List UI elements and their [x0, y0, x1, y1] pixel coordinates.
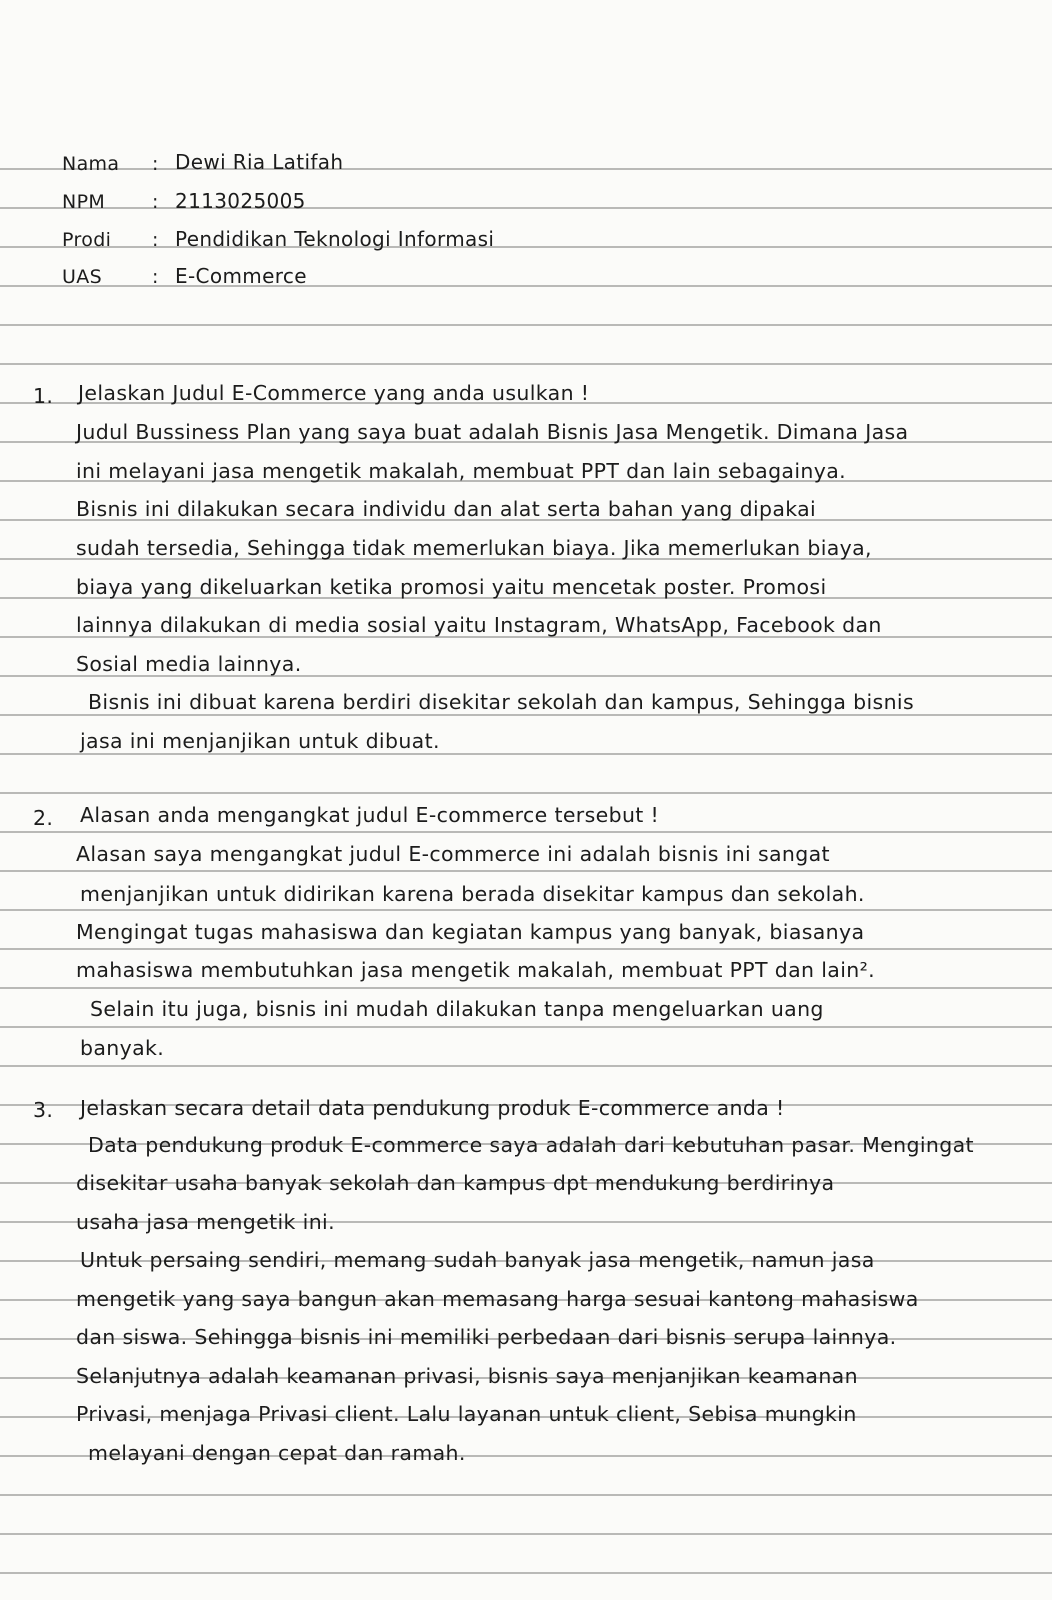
answer-line: Alasan saya mengangkat judul E-commerce ini adalah bisnis ini sangat — [76, 842, 830, 866]
npm-label: NPM — [62, 191, 106, 213]
question-number: 3. — [33, 1098, 54, 1122]
answer-line: melayani dengan cepat dan ramah. — [88, 1441, 466, 1465]
question-text: Alasan anda mengangkat judul E-commerce tersebut ! — [80, 803, 660, 827]
answer-line: lainnya dilakukan di media sosial yaitu Instagram, WhatsApp, Facebook dan — [76, 613, 882, 637]
question-text: Jelaskan Judul E-Commerce yang anda usulkan ! — [78, 381, 590, 405]
name-label: Nama — [62, 153, 120, 175]
uas-value: E-Commerce — [175, 264, 307, 288]
answer-line: disekitar usaha banyak sekolah dan kampus dpt mendukung berdirinya — [76, 1171, 835, 1195]
answer-line: biaya yang dikeluarkan ketika promosi yaitu mencetak poster. Promosi — [76, 575, 827, 599]
answer-line: Selanjutnya adalah keamanan privasi, bisnis saya menjanjikan keamanan — [76, 1364, 858, 1388]
answer-line: Privasi, menjaga Privasi client. Lalu layanan untuk client, Sebisa mungkin — [76, 1402, 857, 1426]
prodi-label: Prodi — [62, 229, 112, 251]
answer-line: jasa ini menjanjikan untuk dibuat. — [80, 729, 440, 753]
answer-line: Untuk persaing sendiri, memang sudah banyak jasa mengetik, namun jasa — [80, 1248, 875, 1272]
npm-value: 2113025005 — [175, 189, 306, 213]
answer-line: sudah tersedia, Sehingga tidak memerlukan biaya. Jika memerlukan biaya, — [76, 536, 872, 560]
question-number: 1. — [33, 384, 54, 408]
answer-line: Judul Bussiness Plan yang saya buat adalah Bisnis Jasa Mengetik. Dimana Jasa — [76, 420, 909, 444]
prodi-value: Pendidikan Teknologi Informasi — [175, 227, 495, 251]
answer-line: Mengingat tugas mahasiswa dan kegiatan kampus yang banyak, biasanya — [76, 920, 865, 944]
answer-line: menjanjikan untuk didirikan karena berada disekitar kampus dan sekolah. — [80, 882, 865, 906]
answer-line: usaha jasa mengetik ini. — [76, 1210, 335, 1234]
answer-line: Bisnis ini dilakukan secara individu dan alat serta bahan yang dipakai — [76, 497, 817, 521]
answer-line: dan siswa. Sehingga bisnis ini memiliki perbedaan dari bisnis serupa lainnya. — [76, 1325, 897, 1349]
uas-separator: : — [152, 266, 159, 288]
uas-label: UAS — [62, 266, 103, 288]
question-text: Jelaskan secara detail data pendukung produk E-commerce anda ! — [80, 1096, 785, 1120]
answer-line: Data pendukung produk E-commerce saya adalah dari kebutuhan pasar. Mengingat — [88, 1133, 974, 1157]
answer-line: ini melayani jasa mengetik makalah, membuat PPT dan lain sebagainya. — [76, 459, 846, 483]
answer-line: banyak. — [80, 1036, 165, 1060]
answer-line: Selain itu juga, bisnis ini mudah dilakukan tanpa mengeluarkan uang — [90, 997, 824, 1021]
name-value: Dewi Ria Latifah — [175, 150, 344, 174]
answer-line: mengetik yang saya bangun akan memasang harga sesuai kantong mahasiswa — [76, 1287, 919, 1311]
prodi-separator: : — [152, 229, 159, 251]
question-number: 2. — [33, 806, 54, 830]
answer-line: mahasiswa membutuhkan jasa mengetik makalah, membuat PPT dan lain². — [76, 958, 876, 982]
npm-separator: : — [152, 191, 159, 213]
answer-line: Sosial media lainnya. — [76, 652, 302, 676]
answer-line: Bisnis ini dibuat karena berdiri disekitar sekolah dan kampus, Sehingga bisnis — [88, 690, 914, 714]
name-separator: : — [152, 153, 159, 175]
